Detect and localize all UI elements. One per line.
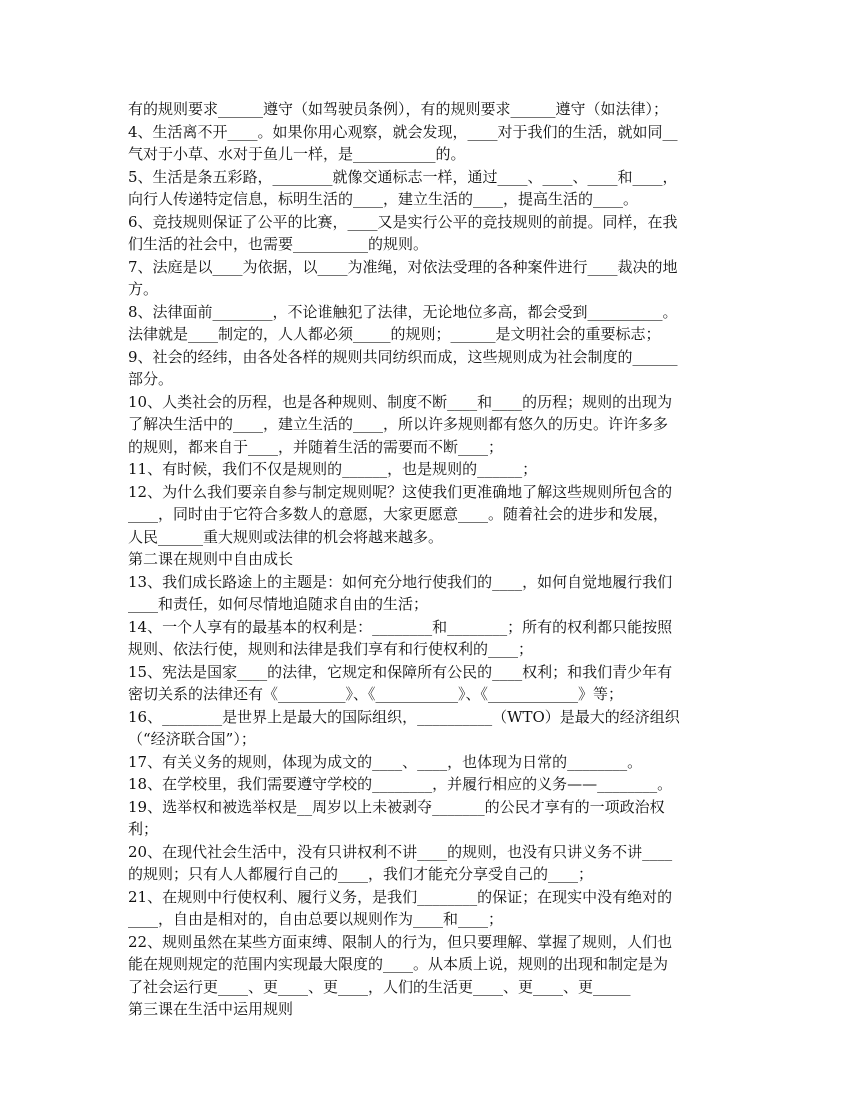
document-body	[128, 98, 738, 1021]
text-line: 13、我们成长路途上的主题是：如何充分地行使我们的____，如何自觉地履行我们	[128, 572, 673, 591]
text-line: 22、规则虽然在某些方面束缚、限制人的行为，但只要理解、掌握了规则，人们也	[128, 932, 673, 951]
text-line: 部分。	[128, 370, 174, 388]
text-line: 11、有时候，我们不仅是规则的______，也是规则的______；	[128, 460, 538, 478]
text-line: ____，自由是相对的，自由总要以规则作为____和____；	[128, 910, 504, 928]
text-line: ____，同时由于它符合多数人的意愿，大家更愿意____。随着社会的进步和发展，	[128, 505, 669, 523]
text-line: 法律就是____制定的，人人都必须_____的规则；______是文明社会的重要标志；	[128, 325, 661, 343]
text-line: 的规则，都来自于____，并随着生活的需要而不断____；	[128, 437, 504, 456]
text-line: 4、生活离不开____。如果你用心观察，就会发现，____对于我们的生活，就如同__	[128, 122, 678, 141]
text-line: 气对于小草、水对于鱼儿一样，是___________的。	[128, 145, 466, 163]
text-line: 20、在现代社会生活中，没有只讲权利不讲____的规则，也没有只讲义务不讲____	[128, 842, 673, 861]
text-line: 17、有关义务的规则，体现为成文的____、____，也体现为日常的________。	[128, 752, 643, 771]
text-line: 方。	[128, 280, 159, 298]
section-heading: 第二课在规则中自由成长	[128, 550, 294, 568]
text-line: 们生活的社会中，也需要__________的规则。	[128, 235, 429, 253]
text-line: 8、法律面前________，不论谁触犯了法律，无论地位多高，都会受到__________。	[128, 302, 678, 321]
text-line: 人民______重大规则或法律的机会将越来越多。	[128, 527, 444, 546]
text-line: ____和责任，如何尽情地追随求自由的生活；	[128, 595, 429, 613]
text-line: 16、________是世界上是最大的国际组织，__________（WTO）是最大的经济组织	[128, 707, 680, 726]
text-line: 能在规则规定的范围内实现最大限度的____。从本质上说，规则的出现和制定是为	[128, 955, 669, 973]
text-line: 21、在规则中行使权利、履行义务，是我们________的保证；在现实中没有绝对的	[128, 887, 673, 906]
text-line: 的规则；只有人人都履行自己的____，我们才能充分享受自己的____；	[128, 865, 594, 883]
text-line: 5、生活是条五彩路，________就像交通标志一样，通过____、____、____和____，	[128, 167, 678, 186]
text-line: 12、为什么我们要亲自参与制定规则呢？这使我们更准确地了解这些规则所包含的	[128, 482, 673, 501]
text-line: 了解决生活中的____，建立生活的____，所以许多规则都有悠久的历史。许许多多	[128, 415, 669, 433]
text-line: 10、人类社会的历程，也是各种规则、制度不断____和____的历程；规则的出现为	[128, 392, 673, 411]
text-line: 14、一个人享有的最基本的权利是：________和________；所有的权利都只能按照	[128, 617, 673, 636]
text-line: 19、选举权和被选举权是__周岁以上未被剥夺_______的公民才享有的一项政治权	[128, 797, 665, 816]
text-line: 向行人传递特定信息，标明生活的____，建立生活的____，提高生活的____。	[128, 190, 639, 208]
text-line: 7、法庭是以____为依据，以____为准绳，对依法受理的各种案件进行____裁决的地	[128, 257, 678, 276]
text-line: 9、社会的经纬，由各处各样的规则共同纺织而成，这些规则成为社会制度的______	[128, 347, 678, 366]
text-line: 有的规则要求______遵守（如驾驶员条例），有的规则要求______遵守（如法律）；	[128, 100, 669, 118]
text-line: 利；	[128, 820, 159, 838]
text-line: 规则、依法行使，规则和法律是我们享有和行使权利的____；	[128, 640, 534, 658]
text-line: 18、在学校里，我们需要遵守学校的________，并履行相应的义务——________。	[128, 775, 673, 793]
text-line: 密切关系的法律还有《_________》、《___________》、《____________》等；	[128, 685, 624, 703]
text-line: 了社会运行更____、更____、更____，人们的生活更____、更____、更_____	[128, 977, 631, 996]
text-line: 15、宪法是国家____的法律，它规定和保障所有公民的____权利；和我们青少年有	[128, 662, 673, 681]
text-line: 6、竞技规则保证了公平的比赛，____又是实行公平的竞技规则的前提。同样，在我	[128, 212, 678, 231]
text-line: （“经济联合国”）；	[128, 730, 256, 748]
section-heading: 第三课在生活中运用规则	[128, 1000, 294, 1018]
